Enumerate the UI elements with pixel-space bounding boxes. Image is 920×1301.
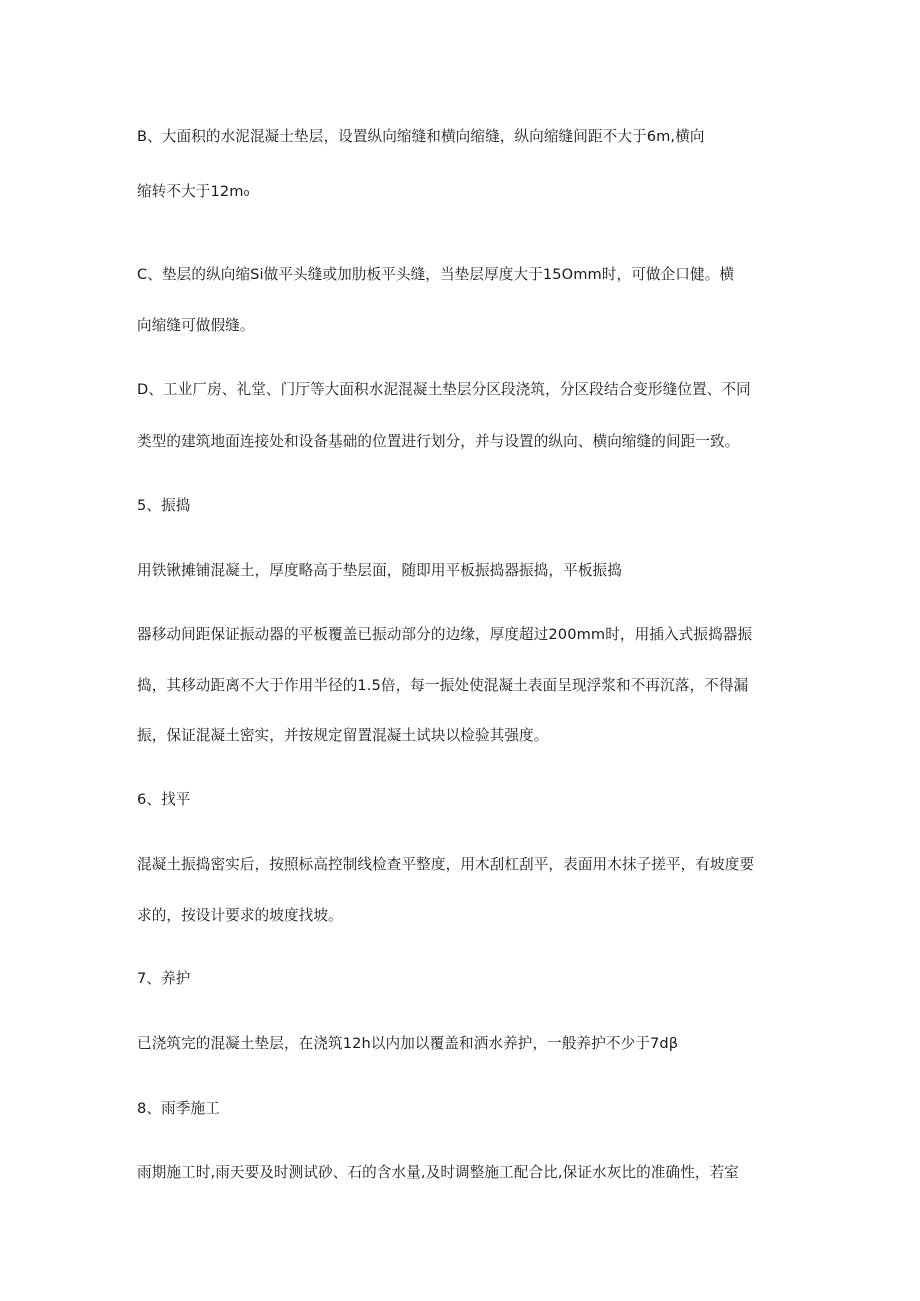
paragraph-d-line-2: 类型的建筑地面连接处和设备基础的位置进行划分，并与设置的纵向、横向缩缝的间距一致。 [137, 433, 740, 450]
section-8-line-1: 雨期施工时,雨天要及时测试砂、石的含水量,及时调整施工配合比,保证水灰比的准确性，若室 [137, 1164, 739, 1181]
section-5-line-2: 器移动间距保证振动器的平板覆盖已振动部分的边缘，厚度超过200mm时，用插入式振捣器振 [137, 626, 753, 643]
section-5-line-3: 捣，其移动距离不大于作用半径的1.5倍，每一振处使混凝土表面呈现浮浆和不再沉落，不得漏 [137, 677, 749, 694]
section-5-line-4: 振，保证混凝土密实，并按规定留置混凝土试块以检验其强度。 [137, 727, 549, 744]
section-5-heading: 5、振捣 [137, 497, 191, 514]
paragraph-c-line-1: C、垫层的纵向缩Si做平头缝或加肋板平头缝，当垫层厚度大于15Omm时，可做企口健。横 [137, 266, 735, 283]
section-7-heading: 7、养护 [137, 970, 191, 987]
section-5-line-1: 用铁锹摊铺混凝土，厚度略高于垫层面，随即用平板振捣器振捣，平板振捣 [137, 562, 622, 579]
section-6-heading: 6、找平 [137, 791, 191, 808]
section-8-heading: 8、雨季施工 [137, 1100, 220, 1117]
section-6-line-1: 混凝土振捣密实后，按照标高控制线检查平整度，用木刮杠刮平，表面用木抹子搓平，有坡度要 [137, 856, 755, 873]
paragraph-b-line-1: B、大面积的水泥混凝士垫层，设置纵向缩缝和横向缩缝，纵向缩缝间距不大于6m,横向 [137, 128, 705, 145]
paragraph-d-line-1: D、工业厂房、礼堂、门厅等大面积水泥混凝土垫层分区段浇筑，分区段结合变形缝位置、不同 [137, 381, 751, 398]
section-6-line-2: 求的，按设计要求的坡度找坡。 [137, 907, 343, 924]
section-7-line-1: 已浇筑完的混凝土垫层，在浇筑12h以内加以覆盖和洒水养护，一般养护不少于7dβ [137, 1035, 679, 1052]
paragraph-c-line-2: 向缩缝可做假缝。 [137, 317, 255, 334]
paragraph-b-line-2: 缩转不大于12m₀ [137, 183, 250, 200]
